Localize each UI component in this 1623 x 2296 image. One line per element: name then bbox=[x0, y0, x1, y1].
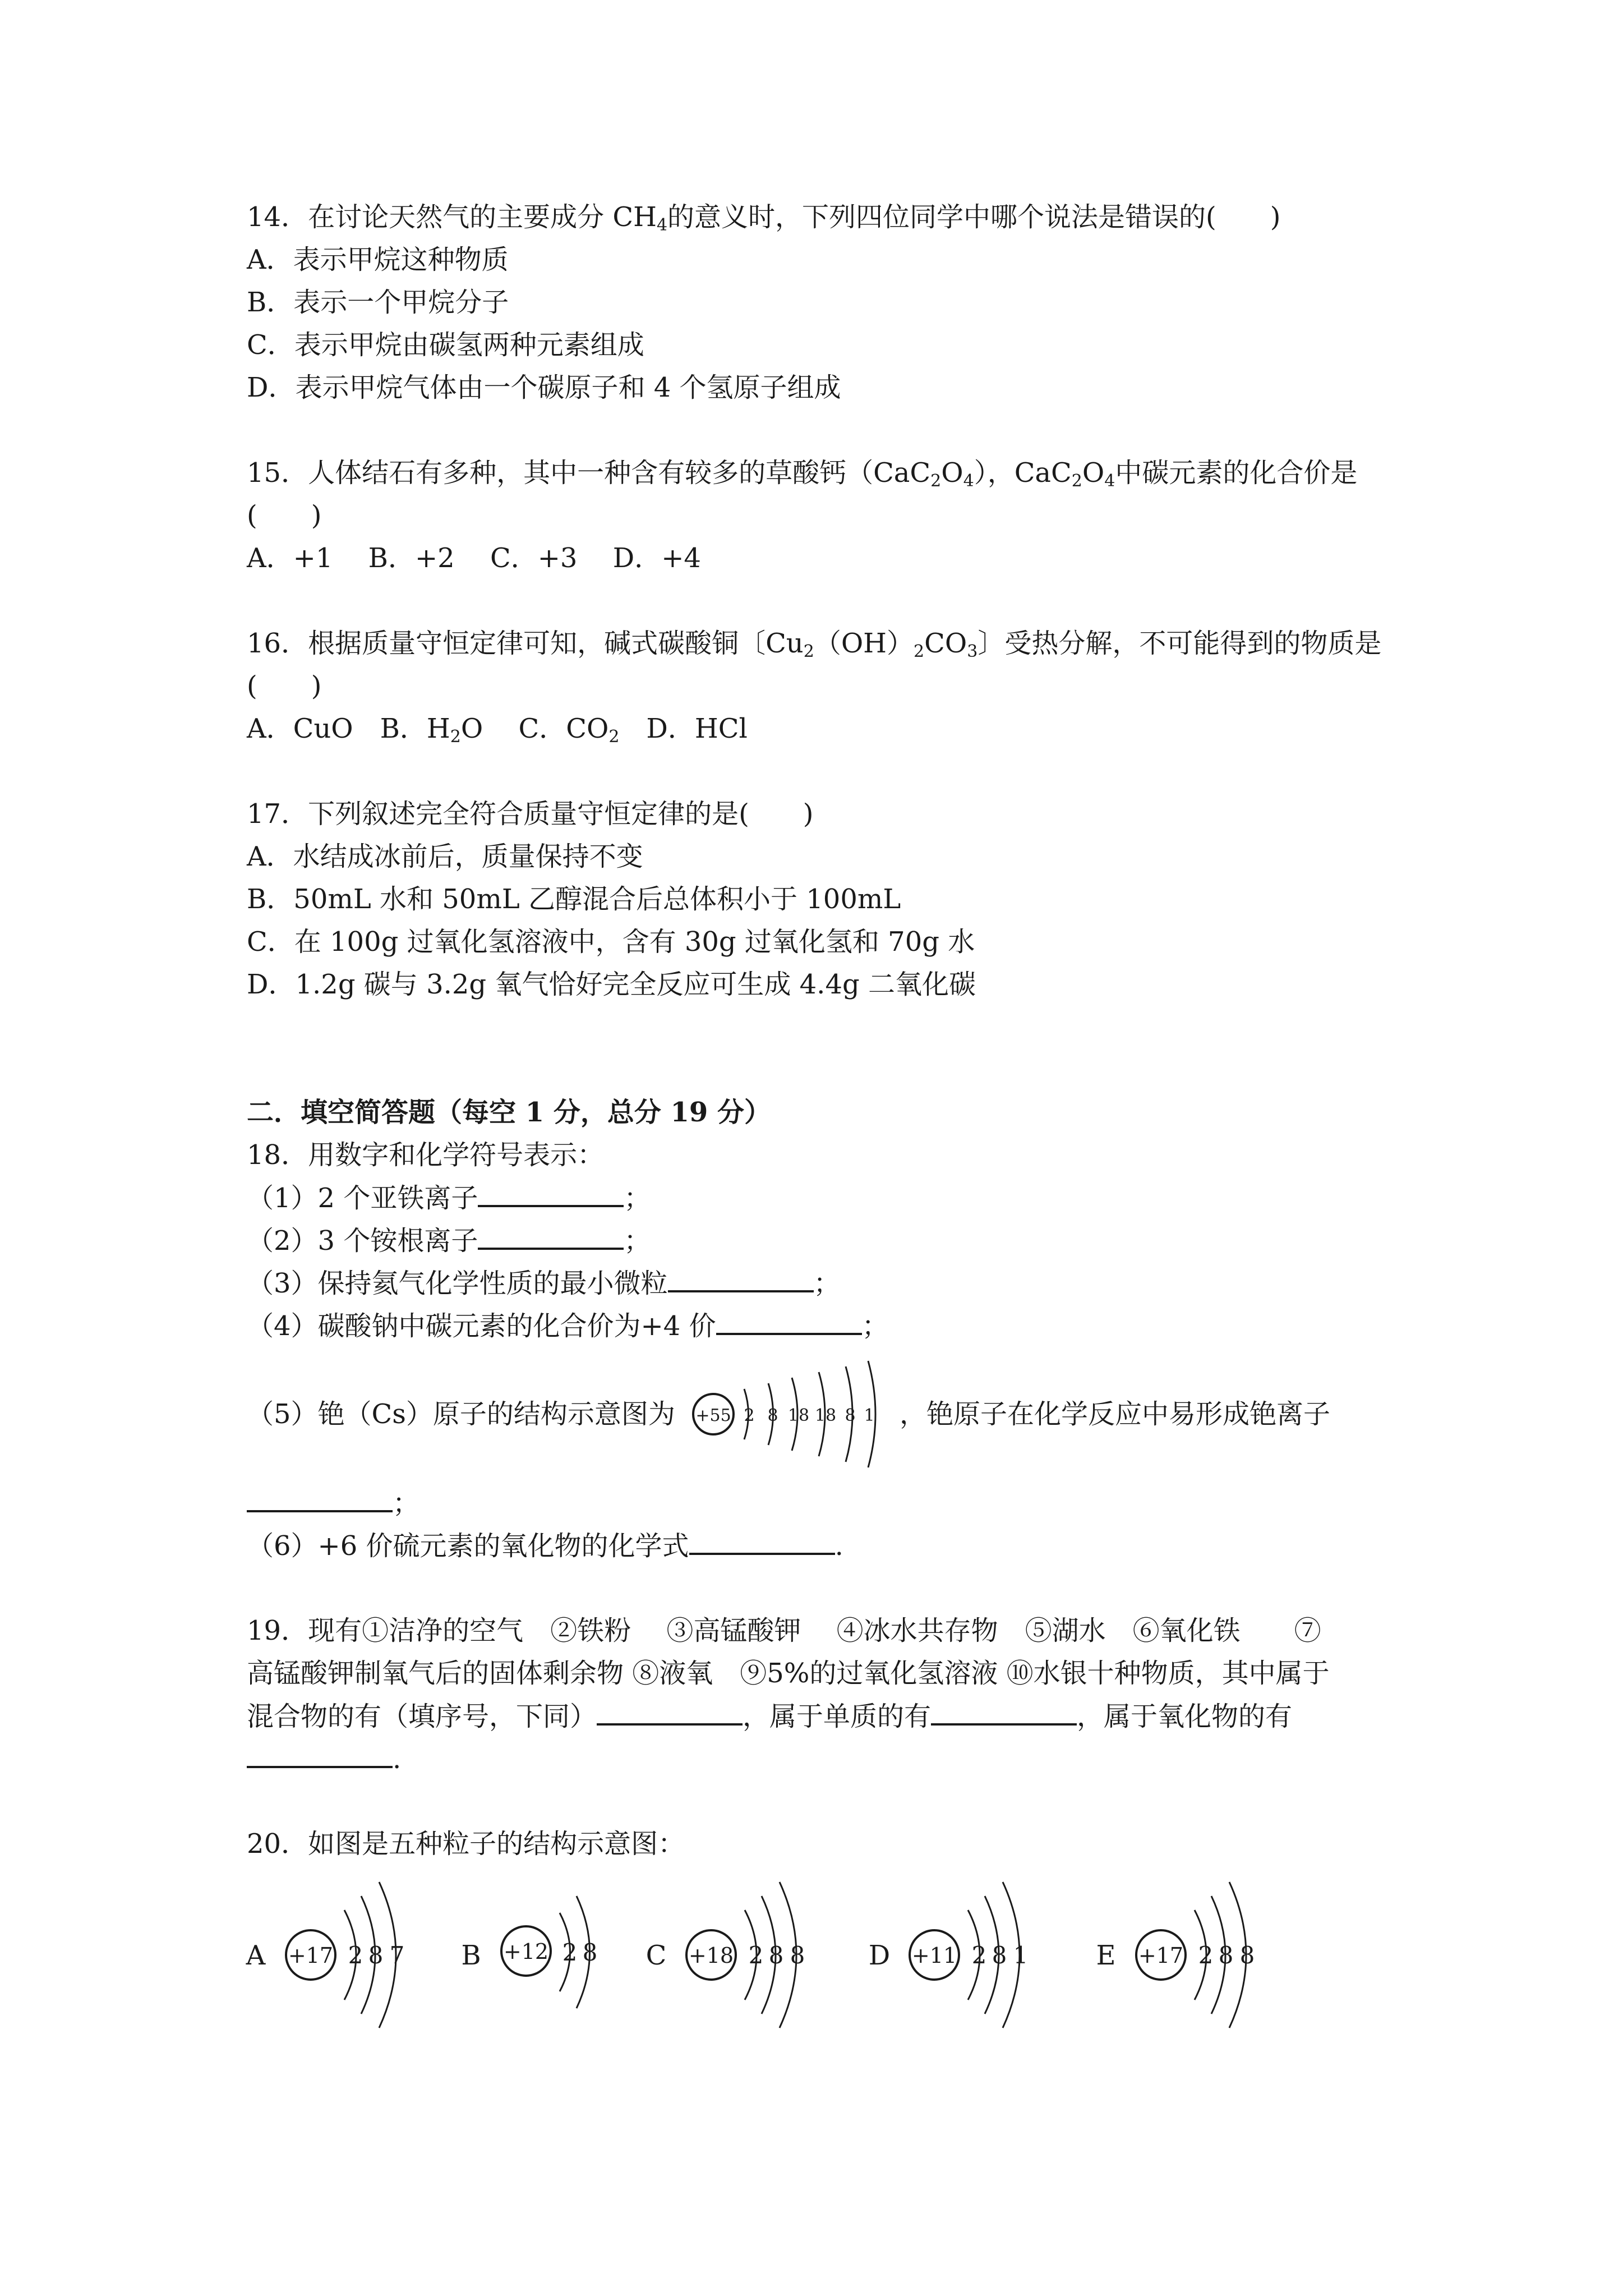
q18-item-4: （4）碳酸钠中碳元素的化合价为+4 价 ； bbox=[247, 1308, 889, 1343]
q19-line-2: 高锰酸钾制氧气后的固体剩余物 ⑧液氧 ⑨5%的过氧化氢溶液 ⑩水银十种物质，其中属于 bbox=[247, 1658, 1330, 1689]
q14-option-d: D．表示甲烷气体由一个碳原子和 4 个氢原子组成 bbox=[247, 372, 841, 403]
q18-stem: 18．用数字和化学符号表示： bbox=[247, 1139, 605, 1171]
particle-svg bbox=[245, 1874, 424, 2031]
particle-svg bbox=[1095, 1874, 1274, 2031]
cs-shell-count: 18 bbox=[814, 1406, 837, 1425]
q15-paren: ( ) bbox=[247, 500, 322, 531]
q17-stem: 17．下列叙述完全符合质量守恒定律的是( ) bbox=[247, 798, 814, 830]
cs-shell-count: 1 bbox=[864, 1406, 875, 1425]
shell-count: 2 bbox=[1198, 1941, 1214, 1969]
particle-d-diagram bbox=[868, 1874, 1048, 2033]
answer-blank[interactable] bbox=[668, 1266, 814, 1292]
cs-shell-count: 8 bbox=[845, 1406, 856, 1425]
cs-nucleus-charge: +55 bbox=[695, 1406, 731, 1425]
q18-item-5-post: ，铯原子在化学反应中易形成铯离子 bbox=[900, 1398, 1331, 1430]
shell-count: 7 bbox=[389, 1941, 405, 1969]
q18-item-2: （2）3 个铵根离子 ； bbox=[247, 1223, 651, 1258]
answer-blank[interactable] bbox=[478, 1180, 624, 1207]
cs-shell-count: 18 bbox=[787, 1406, 810, 1425]
answer-blank[interactable] bbox=[247, 1485, 393, 1512]
shell-count: 2 bbox=[562, 1939, 578, 1966]
answer-blank[interactable] bbox=[931, 1699, 1077, 1726]
answer-blank[interactable] bbox=[597, 1699, 743, 1726]
particle-e-diagram bbox=[1095, 1874, 1274, 2033]
shell-count: 8 bbox=[582, 1939, 598, 1966]
q19-line-3: 混合物的有（填序号，下同） ，属于单质的有 ，属于氧化物的有 bbox=[247, 1699, 1292, 1734]
q17-option-c: C．在 100g 过氧化氢溶液中，含有 30g 过氧化氢和 70g 水 bbox=[247, 926, 975, 958]
q17-option-a: A．水结成冰前后，质量保持不变 bbox=[247, 841, 643, 872]
cs-atom-diagram bbox=[691, 1355, 893, 1475]
particle-label: D bbox=[868, 1940, 891, 1971]
answer-blank[interactable] bbox=[689, 1528, 835, 1555]
nucleus-charge: +12 bbox=[503, 1939, 549, 1964]
q14-option-a: A．表示甲烷这种物质 bbox=[247, 244, 509, 275]
q17-option-d: D．1.2g 碳与 3.2g 氧气恰好完全反应可生成 4.4g 二氧化碳 bbox=[247, 969, 976, 1000]
shell-count: 8 bbox=[768, 1941, 784, 1969]
q18-item-6: （6）+6 价硫元素的氧化物的化学式 . bbox=[247, 1528, 843, 1563]
q18-item-1: （1）2 个亚铁离子 ； bbox=[247, 1180, 651, 1216]
particle-label: C bbox=[645, 1940, 667, 1971]
particle-a-diagram bbox=[245, 1874, 424, 2033]
shell-count: 8 bbox=[1218, 1941, 1234, 1969]
answer-blank[interactable] bbox=[478, 1223, 624, 1250]
q15-options: A．+1 B．+2 C．+3 D．+4 bbox=[247, 542, 701, 574]
nucleus-charge: +17 bbox=[1138, 1943, 1184, 1968]
section-heading: 二．填空简答题（每空 1 分，总分 19 分） bbox=[247, 1097, 772, 1128]
shell-count: 2 bbox=[971, 1941, 987, 1969]
nucleus-charge: +17 bbox=[288, 1943, 334, 1968]
shell-count: 8 bbox=[368, 1941, 384, 1969]
q14-option-b: B．表示一个甲烷分子 bbox=[247, 287, 509, 318]
q19-line-4: . bbox=[247, 1741, 401, 1777]
shell-count: 2 bbox=[748, 1941, 764, 1969]
q18-item-3: （3）保持氦气化学性质的最小微粒 ； bbox=[247, 1266, 841, 1301]
q16-options: A．CuO B．$H_2O$ C．$CO_2$ D．HCl bbox=[247, 713, 748, 747]
cs-atom-svg bbox=[691, 1355, 893, 1473]
q20-stem: 20．如图是五种粒子的结构示意图： bbox=[247, 1828, 685, 1860]
particle-label: E bbox=[1096, 1940, 1116, 1971]
particle-b-diagram bbox=[460, 1874, 617, 2033]
q18-item-5-blank: ； bbox=[247, 1485, 419, 1521]
shell-count: 1 bbox=[1013, 1941, 1029, 1969]
particle-svg bbox=[645, 1874, 824, 2031]
nucleus-charge: +11 bbox=[911, 1943, 957, 1968]
particle-label: B bbox=[461, 1940, 481, 1971]
q18-item-5-pre: （5）铯（Cs）原子的结构示意图为 bbox=[247, 1398, 675, 1430]
q16-stem: 16．根据质量守恒定律可知，碱式碳酸铜〔$Cu_2(OH)_2CO_3$〕受热分解，不可能得到的物质是 bbox=[247, 628, 1382, 661]
q16-paren: ( ) bbox=[247, 670, 322, 702]
shell-count: 8 bbox=[790, 1941, 805, 1969]
particle-svg bbox=[868, 1874, 1048, 2031]
q14-stem: 14．在讨论天然气的主要成分 $CH_4$的意义时，下列四位同学中哪个说法是错误的( ) bbox=[247, 201, 1281, 235]
cs-shell-count: 2 bbox=[744, 1406, 755, 1425]
q17-option-b: B．50mL 水和 50mL 乙醇混合后总体积小于 100mL bbox=[247, 884, 901, 915]
q19-line-1: 19．现有①洁净的空气 ②铁粉 ③高锰酸钾 ④冰水共存物 ⑤湖水 ⑥氧化铁 ⑦ bbox=[247, 1615, 1321, 1646]
q15-stem: 15．人体结石有多种，其中一种含有较多的草酸钙$(CaC_2O_4)$，$CaC_2O_4$中碳元素的化合价是 bbox=[247, 457, 1358, 491]
nucleus-charge: +18 bbox=[688, 1943, 734, 1968]
q14-option-c: C．表示甲烷由碳氢两种元素组成 bbox=[247, 329, 644, 361]
particle-c-diagram bbox=[645, 1874, 824, 2033]
particle-label: A bbox=[246, 1940, 266, 1971]
shell-count: 2 bbox=[348, 1941, 363, 1969]
answer-blank[interactable] bbox=[247, 1741, 393, 1768]
cs-shell-count: 8 bbox=[767, 1406, 778, 1425]
shell-count: 8 bbox=[992, 1941, 1007, 1969]
shell-count: 8 bbox=[1239, 1941, 1255, 1969]
answer-blank[interactable] bbox=[716, 1308, 862, 1335]
particle-svg bbox=[460, 1874, 617, 2031]
